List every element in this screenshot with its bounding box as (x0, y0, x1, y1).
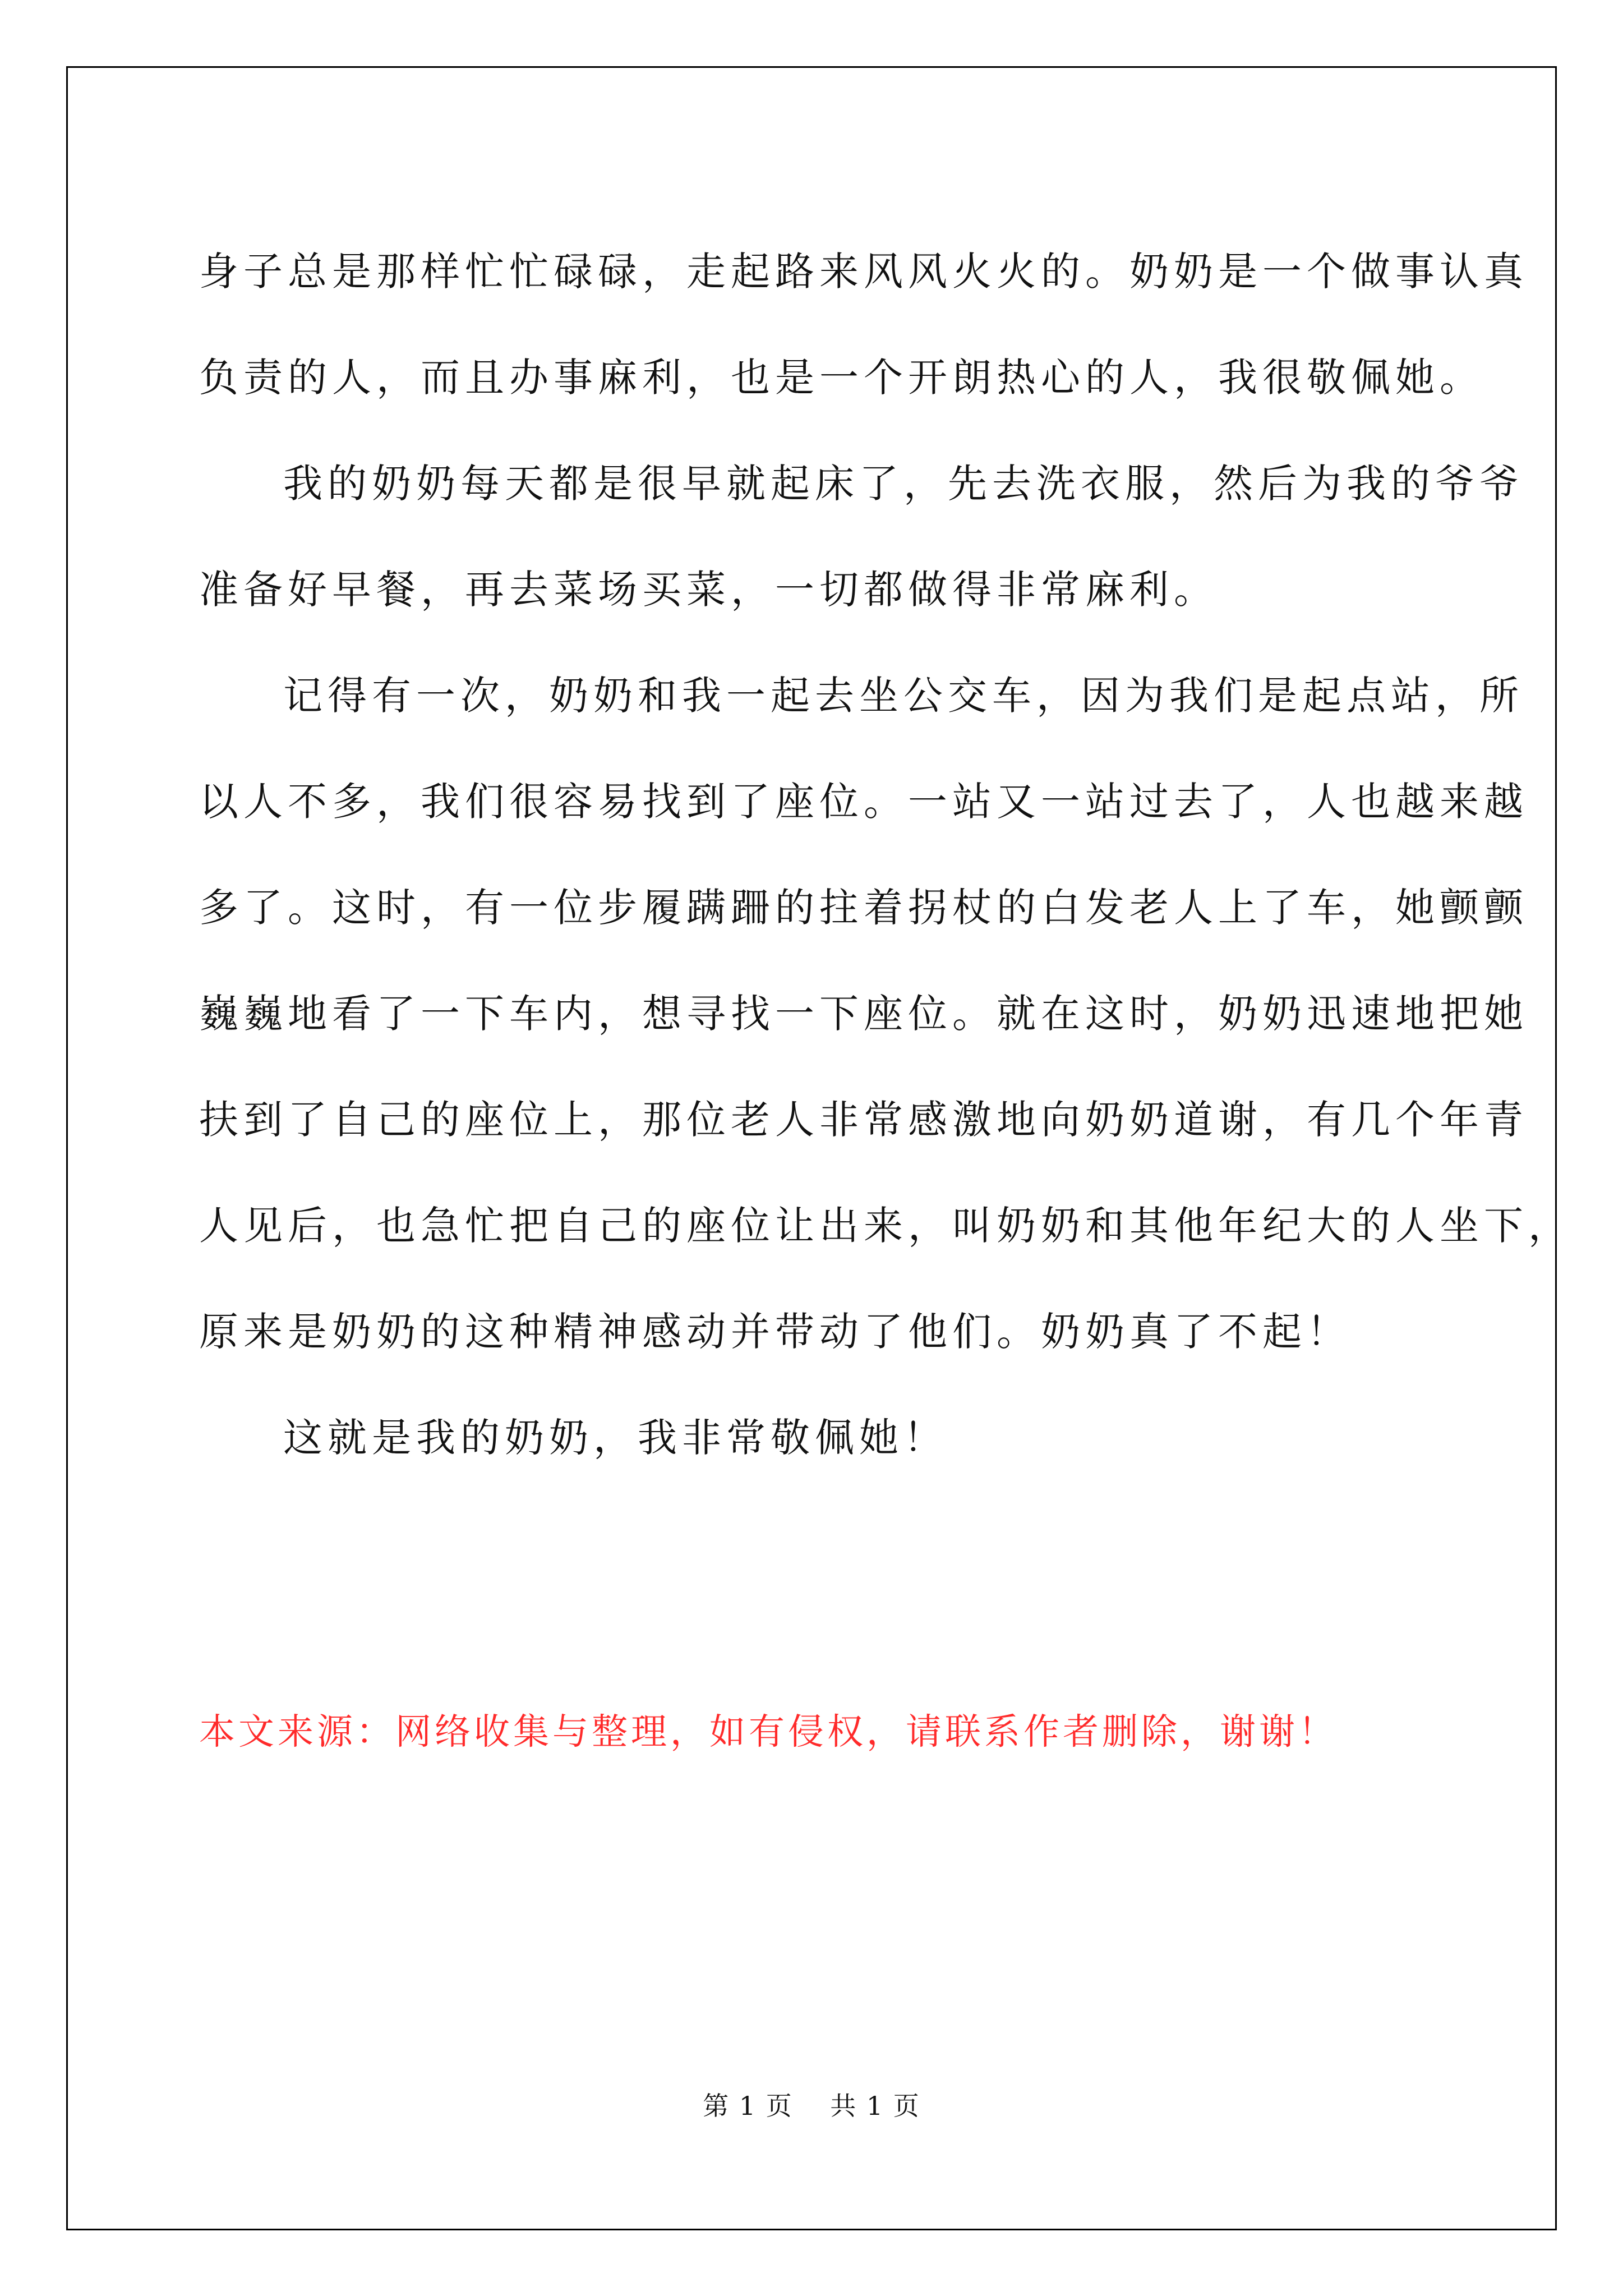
text-line: 巍巍地看了一下车内，想寻找一下座位。就在这时，奶奶迅速地把她 (199, 991, 1528, 1037)
text-line: 身子总是那样忙忙碌碌，走起路来风风火火的。奶奶是一个做事认真 (199, 249, 1528, 295)
text-line: 以人不多，我们很容易找到了座位。一站又一站过去了，人也越来越 (199, 779, 1528, 825)
text-line: 我的奶奶每天都是很早就起床了，先去洗衣服，然后为我的爷爷 (283, 461, 1524, 507)
spacer (199, 1491, 1489, 1699)
text-line: 扶到了自己的座位上，那位老人非常感激地向奶奶道谢，有几个年青 (199, 1097, 1528, 1143)
text-line: 这就是我的奶奶，我非常敬佩她！ (283, 1415, 948, 1461)
text-line: 记得有一次，奶奶和我一起去坐公交车，因为我们是起点站，所 (283, 673, 1524, 719)
page-number: 第 1 页 共 1 页 (703, 2091, 920, 2121)
text-line: 人见后，也急忙把自己的座位让出来，叫奶奶和其他年纪大的人坐下， (199, 1203, 1573, 1249)
source-note: 本文来源：网络收集与整理，如有侵权，请联系作者删除，谢谢！ (199, 1711, 1338, 1753)
text-line: 准备好早餐，再去菜场买菜，一切都做得非常麻利。 (199, 567, 1218, 613)
text-line: 多了。这时，有一位步履蹒跚的拄着拐杖的白发老人上了车，她颤颤 (199, 885, 1528, 931)
document-body (199, 219, 1573, 1766)
text-line: 原来是奶奶的这种精神感动并带动了他们。奶奶真了不起！ (199, 1309, 1351, 1355)
text-line: 负责的人，而且办事麻利，也是一个开朗热心的人，我很敬佩她。 (199, 355, 1484, 401)
